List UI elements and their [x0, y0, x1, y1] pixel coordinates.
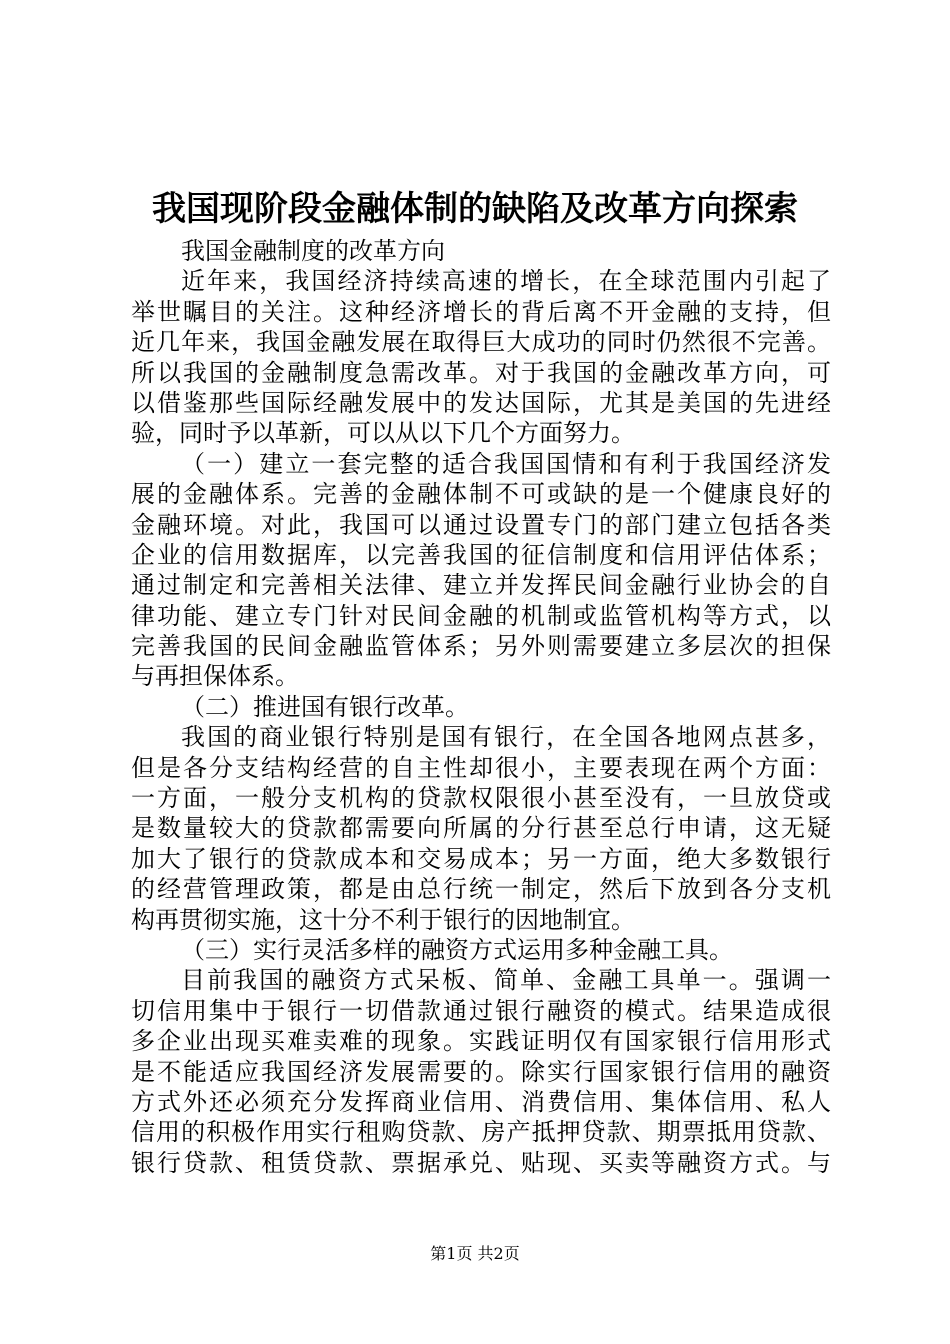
paragraph-line: 是不能适应我国经济发展需要的。除实行国家银行信用的融资 — [131, 1057, 831, 1086]
paragraph-line: 金融环境。对此，我国可以通过设置专门的部门建立包括各类 — [131, 510, 831, 539]
paragraph — [131, 965, 831, 1178]
paragraph-line: 我国的商业银行特别是国有银行，在全国各地网点甚多， — [181, 723, 831, 752]
paragraph-line: 以借鉴那些国际经融发展中的发达国际，尤其是美国的先进经 — [131, 388, 831, 417]
paragraph-line: 的经营管理政策，都是由总行统一制定，然后下放到各分支机 — [131, 875, 831, 904]
paragraph-line: 构再贯彻实施，这十分不利于银行的因地制宜。 — [131, 905, 635, 934]
paragraph-line: 近年来，我国经济持续高速的增长，在全球范围内引起了 — [181, 267, 831, 296]
paragraph-line: 企业的信用数据库，以完善我国的征信制度和信用评估体系； — [131, 540, 831, 569]
paragraph-line: 验，同时予以革新，可以从以下几个方面努力。 — [131, 419, 635, 448]
page-footer: 第1页 共2页 — [430, 1244, 520, 1263]
paragraph-line: （一）建立一套完整的适合我国国情和有利于我国经济发 — [181, 449, 831, 478]
paragraph-line: 与再担保体系。 — [131, 662, 299, 691]
paragraph-line: 多企业出现买难卖难的现象。实践证明仅有国家银行信用形式 — [131, 1027, 831, 1056]
paragraph-line: （二）推进国有银行改革。 — [181, 692, 469, 721]
paragraph-line: 完善我国的民间金融监管体系；另外则需要建立多层次的担保 — [131, 632, 831, 661]
paragraph-line: 近几年来，我国金融发展在取得巨大成功的同时仍然很不完善。 — [131, 328, 831, 357]
paragraph-line: 通过制定和完善相关法律、建立并发挥民间金融行业协会的自 — [131, 571, 831, 600]
paragraph-line: 方式外还必须充分发挥商业信用、消费信用、集体信用、私人 — [131, 1087, 831, 1116]
paragraph — [131, 935, 831, 965]
paragraph — [131, 449, 831, 692]
paragraph-line: 所以我国的金融制度急需改革。对于我国的金融改革方向，可 — [131, 358, 831, 387]
paragraph-line: 展的金融体系。完善的金融体制不可或缺的是一个健康良好的 — [131, 480, 831, 509]
paragraph — [131, 236, 831, 266]
paragraph-line: （三）实行灵活多样的融资方式运用多种金融工具。 — [181, 935, 733, 964]
paragraph-line: 律功能、建立专门针对民间金融的机制或监管机构等方式，以 — [131, 601, 831, 630]
paragraph — [131, 722, 831, 935]
paragraph-line: 举世瞩目的关注。这种经济增长的背后离不开金融的支持，但 — [131, 297, 831, 326]
paragraph-line: 但是各分支结构经营的自主性却很小，主要表现在两个方面： — [131, 753, 831, 782]
paragraph — [131, 266, 831, 448]
paragraph — [131, 692, 831, 722]
paragraph-line: 目前我国的融资方式呆板、简单、金融工具单一。强调一 — [181, 966, 831, 995]
paragraph-line: 信用的积极作用实行租购贷款、房产抵押贷款、期票抵用贷款、 — [131, 1118, 831, 1147]
paragraph-line: 一方面，一般分支机构的贷款权限很小甚至没有，一旦放贷或 — [131, 784, 831, 813]
paragraph-line: 银行贷款、租赁贷款、票据承兑、贴现、买卖等融资方式。与 — [131, 1148, 831, 1177]
document-title: 我国现阶段金融体制的缺陷及改革方向探索 — [152, 189, 798, 229]
document-body — [131, 236, 831, 1178]
paragraph-line: 我国金融制度的改革方向 — [181, 237, 445, 265]
paragraph-line: 加大了银行的贷款成本和交易成本；另一方面，绝大多数银行 — [131, 844, 831, 873]
paragraph-line: 是数量较大的贷款都需要向所属的分行甚至总行申请，这无疑 — [131, 814, 831, 843]
paragraph-line: 切信用集中于银行一切借款通过银行融资的模式。结果造成很 — [131, 996, 831, 1025]
